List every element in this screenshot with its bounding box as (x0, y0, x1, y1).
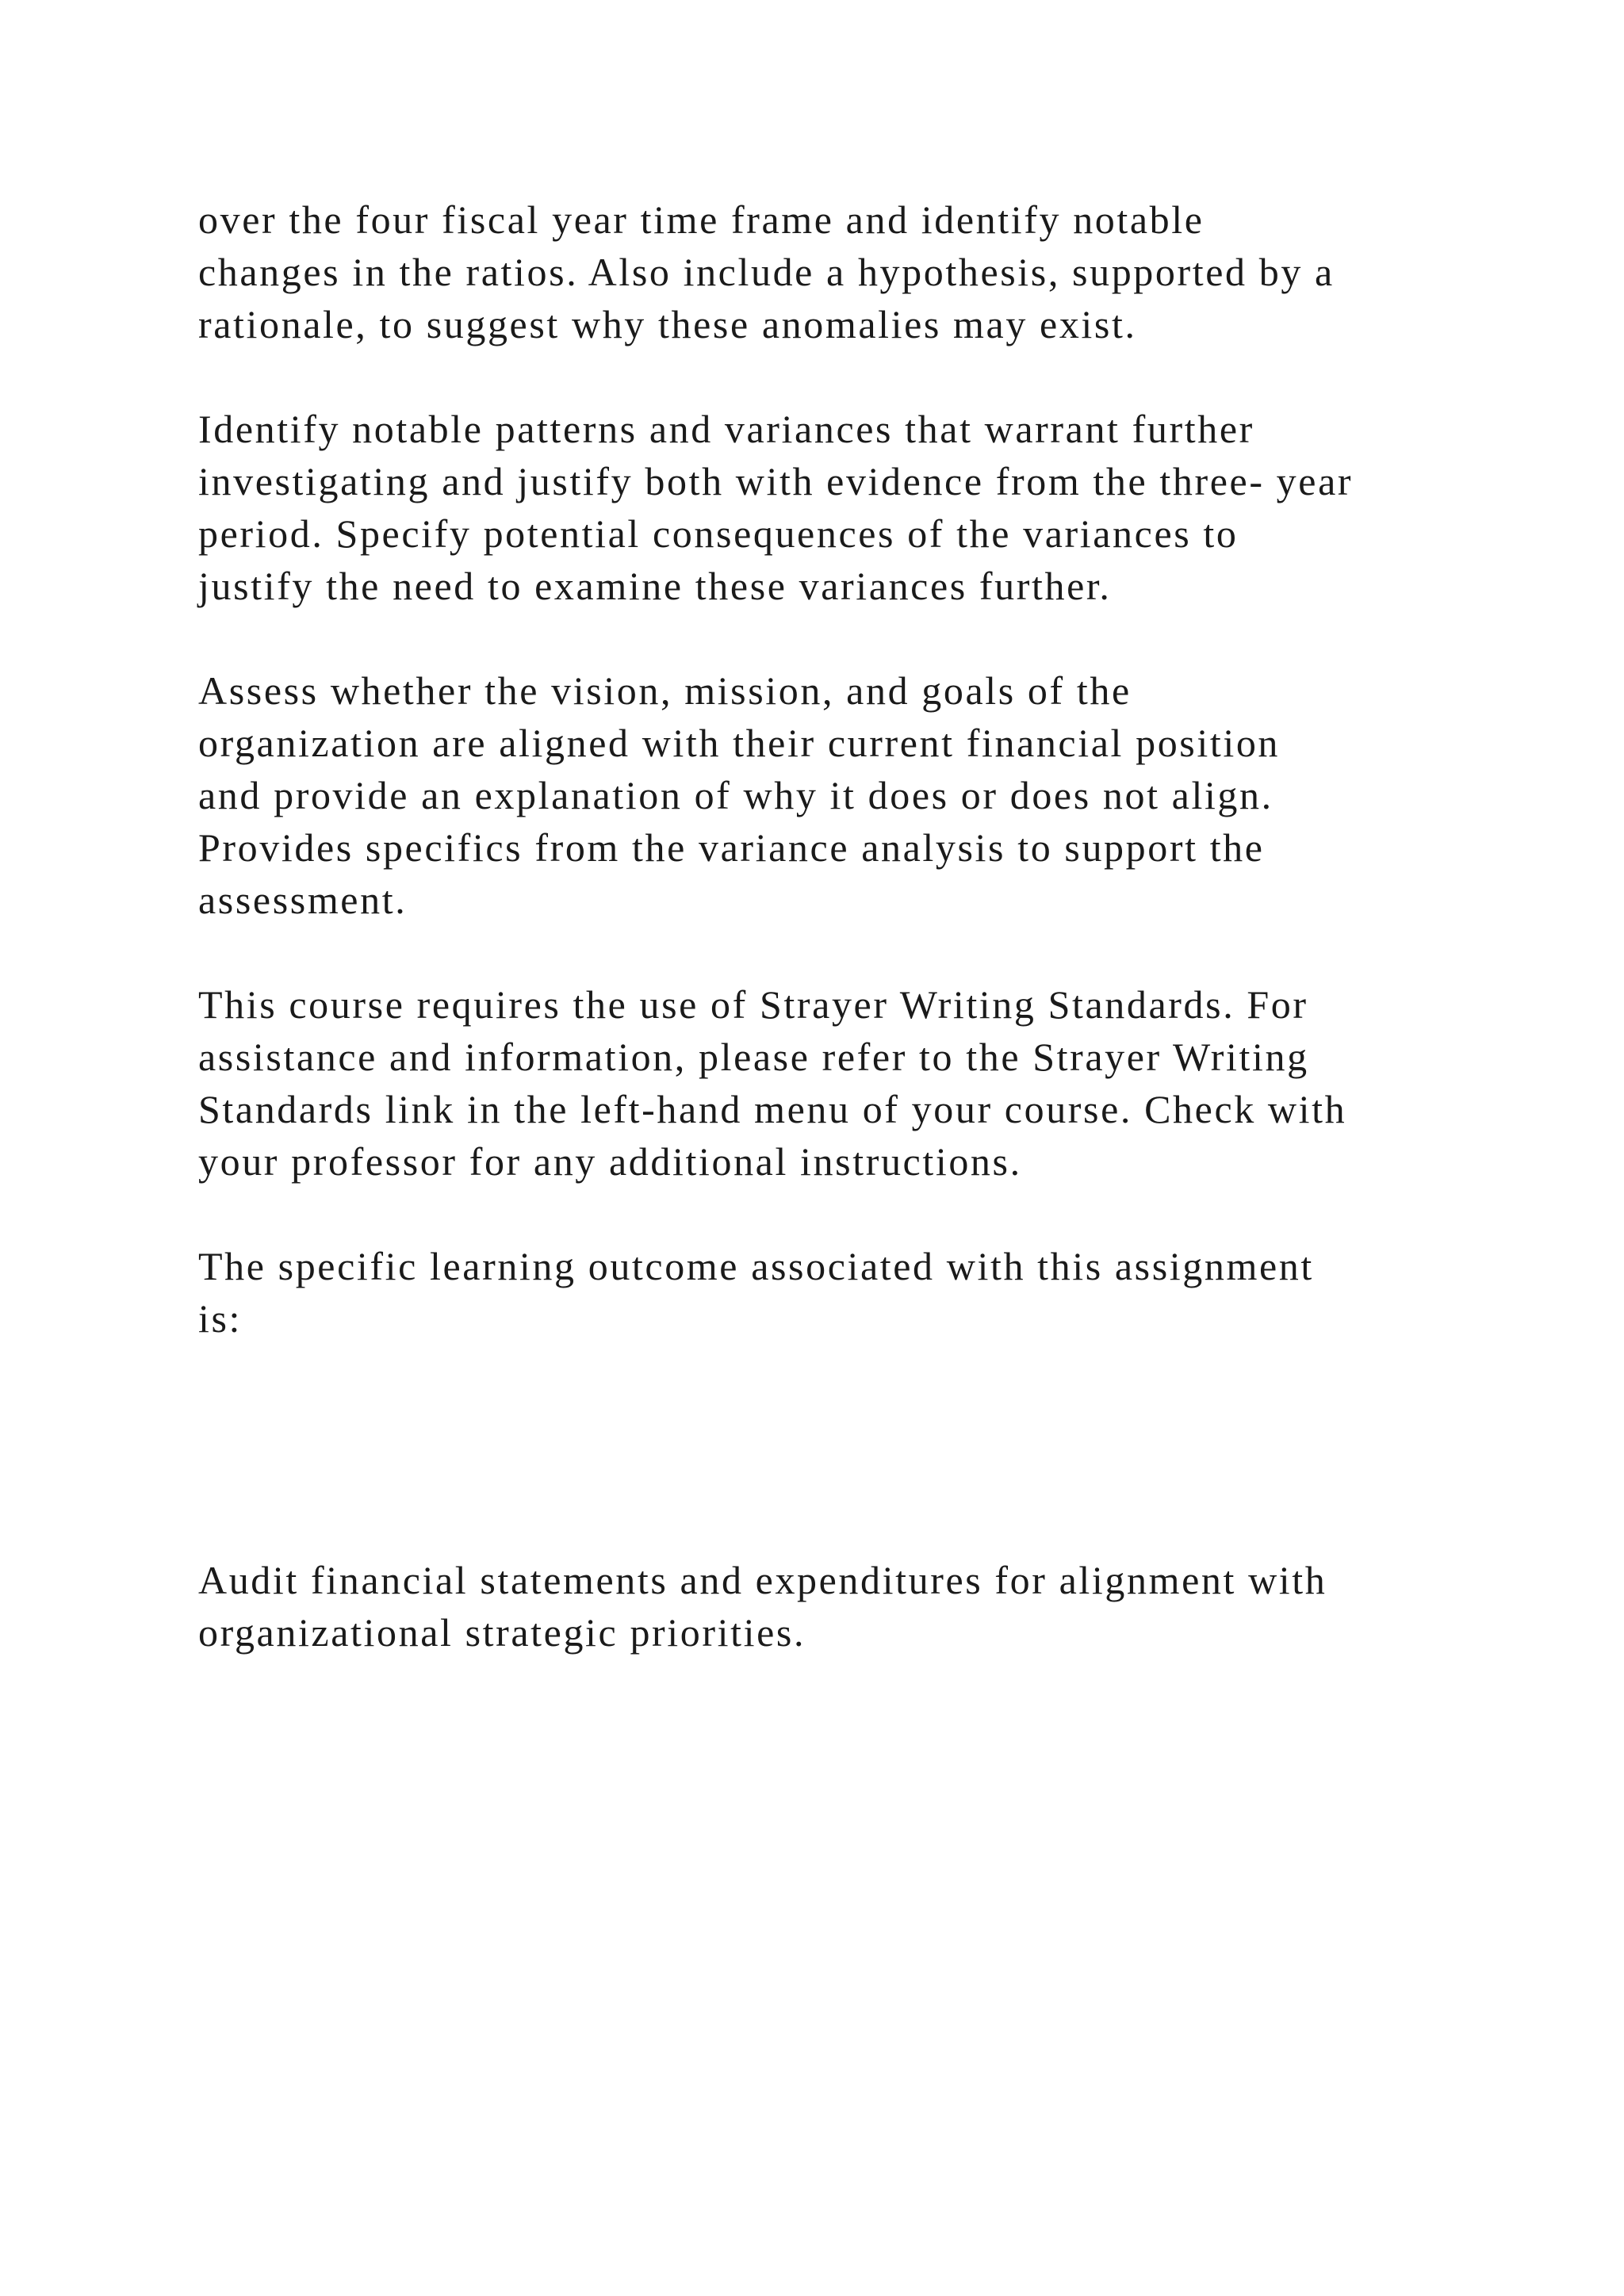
paragraph-3-line-2: organization are aligned with their current financial position (198, 721, 1281, 765)
paragraph-2-line-3: period. Specify potential consequences of the variances to (198, 511, 1239, 556)
paragraph-6-line-2: organizational strategic priorities. (198, 1610, 806, 1655)
paragraph-2-line-4: justify the need to examine these variances further. (198, 564, 1112, 608)
paragraph-1-line-2: changes in the ratios. Also include a hypothesis, supported by a (198, 250, 1335, 294)
paragraph-2-line-2: investigating and justify both with evidence from the three- year (198, 459, 1354, 503)
paragraph-5-line-2: is: (198, 1296, 243, 1341)
paragraph-4-line-2: assistance and information, please refer to the Strayer Writing (198, 1035, 1309, 1079)
paragraph-4-line-4: your professor for any additional instructions. (198, 1139, 1022, 1184)
paragraph-4-line-1: This course requires the use of Strayer Writing Standards. For (198, 982, 1308, 1027)
paragraph-3-line-4: Provides specifics from the variance analysis to support the (198, 825, 1265, 870)
paragraph-3-line-5: assessment. (198, 878, 408, 922)
paragraph-3-line-3: and provide an explanation of why it does or does not align. (198, 773, 1274, 817)
paragraph-2-line-1: Identify notable patterns and variances that warrant further (198, 407, 1254, 451)
paragraph-1-line-1: over the four fiscal year time frame and identify notable (198, 197, 1205, 242)
paragraph-4-line-3: Standards link in the left-hand menu of your course. Check with (198, 1087, 1347, 1131)
paragraph-1-line-3: rationale, to suggest why these anomalies may exist. (198, 302, 1137, 346)
paragraph-6-line-1: Audit financial statements and expenditures for alignment with (198, 1558, 1327, 1602)
paragraph-3-line-1: Assess whether the vision, mission, and goals of the (198, 668, 1132, 713)
paragraph-5-line-1: The specific learning outcome associated with this assignment (198, 1244, 1314, 1288)
